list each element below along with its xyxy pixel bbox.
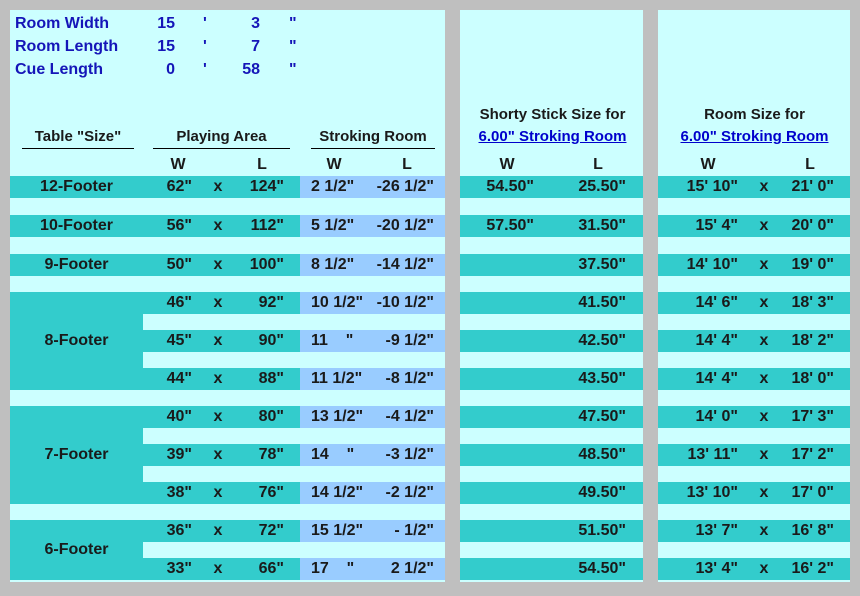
stroking-length: -10 1/2" bbox=[376, 294, 434, 311]
shorty-width: 54.50" bbox=[486, 178, 534, 195]
room-stroking-room-link[interactable]: 6.00" Stroking Room bbox=[680, 128, 829, 145]
times-sign: x bbox=[213, 446, 223, 463]
playing-length: 78" bbox=[258, 446, 284, 463]
room-width: 14' 4" bbox=[695, 370, 738, 387]
table-size-label: 6-Footer bbox=[44, 541, 109, 558]
header-underline bbox=[311, 148, 435, 149]
col-header-w: W bbox=[700, 156, 716, 173]
room-length: 18' 3" bbox=[791, 294, 834, 311]
times-sign: x bbox=[759, 446, 769, 463]
times-sign: x bbox=[759, 178, 769, 195]
playing-width: 36" bbox=[166, 522, 192, 539]
room-width: 13' 10" bbox=[686, 484, 738, 501]
stroking-length: - 1/2" bbox=[394, 522, 434, 539]
room-length: 18' 2" bbox=[791, 332, 834, 349]
room-length: 17' 3" bbox=[791, 408, 834, 425]
room-length: 16' 8" bbox=[791, 522, 834, 539]
playing-width: 62" bbox=[166, 178, 192, 195]
playing-width: 38" bbox=[166, 484, 192, 501]
playing-length: 112" bbox=[250, 217, 284, 234]
room-width: 14' 0" bbox=[695, 408, 738, 425]
room-length: 20' 0" bbox=[791, 217, 834, 234]
shorty-length: 37.50" bbox=[578, 256, 626, 273]
room-width: 13' 7" bbox=[695, 522, 738, 539]
inch-mark: " bbox=[289, 61, 297, 78]
playing-length: 72" bbox=[258, 522, 284, 539]
times-sign: x bbox=[759, 370, 769, 387]
playing-length: 66" bbox=[258, 560, 284, 577]
shorty-width: 57.50" bbox=[486, 217, 534, 234]
shorty-length: 51.50" bbox=[578, 522, 626, 539]
table-size-label: 8-Footer bbox=[44, 332, 109, 349]
header-table-size: Table "Size" bbox=[34, 128, 122, 145]
stroking-length: -26 1/2" bbox=[376, 178, 434, 195]
shorty-stroking-room-link[interactable]: 6.00" Stroking Room bbox=[478, 128, 627, 145]
room-width: 15' 10" bbox=[686, 178, 738, 195]
inch-mark: " bbox=[289, 38, 297, 55]
col-header-l: L bbox=[257, 156, 267, 173]
room-width: 13' 4" bbox=[695, 560, 738, 577]
playing-length: 124" bbox=[249, 178, 284, 195]
times-sign: x bbox=[759, 484, 769, 501]
room-length: 19' 0" bbox=[791, 256, 834, 273]
shorty-length: 31.50" bbox=[578, 217, 626, 234]
header-playing-area: Playing Area bbox=[176, 128, 267, 145]
playing-width: 50" bbox=[166, 256, 192, 273]
stroking-width: 14 1/2" bbox=[311, 484, 364, 501]
stroking-length: 2 1/2" bbox=[390, 560, 434, 577]
times-sign: x bbox=[213, 560, 223, 577]
times-sign: x bbox=[213, 217, 223, 234]
header-room-title: Room Size for bbox=[704, 106, 805, 123]
stroking-width: 11 1/2" bbox=[311, 370, 363, 387]
stroking-length: -14 1/2" bbox=[376, 256, 434, 273]
times-sign: x bbox=[759, 408, 769, 425]
stroking-width: 5 1/2" bbox=[311, 217, 355, 234]
playing-length: 100" bbox=[249, 256, 284, 273]
cue-length-feet-input[interactable]: 0 bbox=[166, 61, 175, 78]
feet-mark: ' bbox=[203, 61, 207, 78]
room-width: 14' 10" bbox=[686, 256, 738, 273]
times-sign: x bbox=[213, 370, 223, 387]
room-length-feet-input[interactable]: 15 bbox=[157, 38, 175, 55]
stroking-width: 13 1/2" bbox=[311, 408, 364, 425]
stroking-length: -3 1/2" bbox=[385, 446, 434, 463]
shorty-length: 48.50" bbox=[578, 446, 626, 463]
times-sign: x bbox=[213, 522, 223, 539]
stroking-width: 14 " bbox=[311, 446, 355, 463]
times-sign: x bbox=[759, 294, 769, 311]
table-size-label: 10-Footer bbox=[40, 217, 113, 234]
times-sign: x bbox=[213, 332, 223, 349]
stroking-width: 15 1/2" bbox=[311, 522, 364, 539]
room-width-inches-input[interactable]: 3 bbox=[251, 15, 260, 32]
header-underline bbox=[153, 148, 290, 149]
shorty-length: 42.50" bbox=[578, 332, 626, 349]
playing-width: 46" bbox=[166, 294, 192, 311]
table-size-label: 7-Footer bbox=[44, 446, 109, 463]
col-header-l: L bbox=[805, 156, 815, 173]
room-length: 21' 0" bbox=[791, 178, 834, 195]
col-header-w: W bbox=[170, 156, 186, 173]
playing-width: 56" bbox=[166, 217, 192, 234]
feet-mark: ' bbox=[203, 38, 207, 55]
inch-mark: " bbox=[289, 15, 297, 32]
times-sign: x bbox=[213, 408, 223, 425]
feet-mark: ' bbox=[203, 15, 207, 32]
col-header-w: W bbox=[326, 156, 342, 173]
room-width: 14' 4" bbox=[695, 332, 738, 349]
playing-length: 92" bbox=[258, 294, 284, 311]
times-sign: x bbox=[759, 332, 769, 349]
stroking-length: -8 1/2" bbox=[385, 370, 434, 387]
shorty-length: 41.50" bbox=[578, 294, 626, 311]
stroking-length: -9 1/2" bbox=[385, 332, 434, 349]
stroking-width: 17 " bbox=[311, 560, 355, 577]
shorty-length: 43.50" bbox=[578, 370, 626, 387]
room-length: 17' 0" bbox=[791, 484, 834, 501]
col-header-l: L bbox=[593, 156, 603, 173]
room-width: 13' 11" bbox=[687, 446, 738, 463]
room-length: 18' 0" bbox=[791, 370, 834, 387]
param-label-room-length: Room Length bbox=[15, 38, 119, 55]
times-sign: x bbox=[213, 178, 223, 195]
room-length-inches-input[interactable]: 7 bbox=[251, 38, 260, 55]
playing-width: 45" bbox=[166, 332, 192, 349]
room-width: 15' 4" bbox=[695, 217, 738, 234]
shorty-length: 49.50" bbox=[578, 484, 626, 501]
times-sign: x bbox=[213, 256, 223, 273]
room-width-feet-input[interactable]: 15 bbox=[157, 15, 175, 32]
times-sign: x bbox=[759, 217, 769, 234]
times-sign: x bbox=[759, 522, 769, 539]
times-sign: x bbox=[759, 256, 769, 273]
room-length: 16' 2" bbox=[791, 560, 834, 577]
param-label-cue-length: Cue Length bbox=[15, 61, 103, 78]
stroking-width: 8 1/2" bbox=[311, 256, 355, 273]
playing-length: 80" bbox=[258, 408, 284, 425]
stroking-width: 10 1/2" bbox=[311, 294, 364, 311]
playing-width: 39" bbox=[166, 446, 192, 463]
col-header-w: W bbox=[499, 156, 515, 173]
table-size-label: 12-Footer bbox=[40, 178, 113, 195]
col-header-l: L bbox=[402, 156, 412, 173]
times-sign: x bbox=[213, 484, 223, 501]
stroking-width: 11 " bbox=[311, 332, 354, 349]
times-sign: x bbox=[213, 294, 223, 311]
cue-length-inches-input[interactable]: 58 bbox=[242, 61, 260, 78]
stroking-length: -4 1/2" bbox=[385, 408, 434, 425]
header-stroking-room: Stroking Room bbox=[319, 128, 427, 145]
stroking-length: -20 1/2" bbox=[376, 217, 434, 234]
playing-length: 90" bbox=[258, 332, 284, 349]
playing-length: 76" bbox=[258, 484, 284, 501]
table-size-label: 9-Footer bbox=[44, 256, 109, 273]
header-underline bbox=[22, 148, 134, 149]
room-length: 17' 2" bbox=[791, 446, 834, 463]
header-shorty-title: Shorty Stick Size for bbox=[479, 106, 626, 123]
playing-width: 33" bbox=[166, 560, 192, 577]
shorty-length: 47.50" bbox=[578, 408, 626, 425]
playing-width: 44" bbox=[166, 370, 192, 387]
stroking-length: -2 1/2" bbox=[385, 484, 434, 501]
param-label-room-width: Room Width bbox=[15, 15, 110, 32]
shorty-length: 54.50" bbox=[578, 560, 626, 577]
playing-length: 88" bbox=[258, 370, 284, 387]
times-sign: x bbox=[759, 560, 769, 577]
stroking-width: 2 1/2" bbox=[311, 178, 355, 195]
shorty-length: 25.50" bbox=[578, 178, 626, 195]
playing-width: 40" bbox=[166, 408, 192, 425]
room-width: 14' 6" bbox=[695, 294, 738, 311]
